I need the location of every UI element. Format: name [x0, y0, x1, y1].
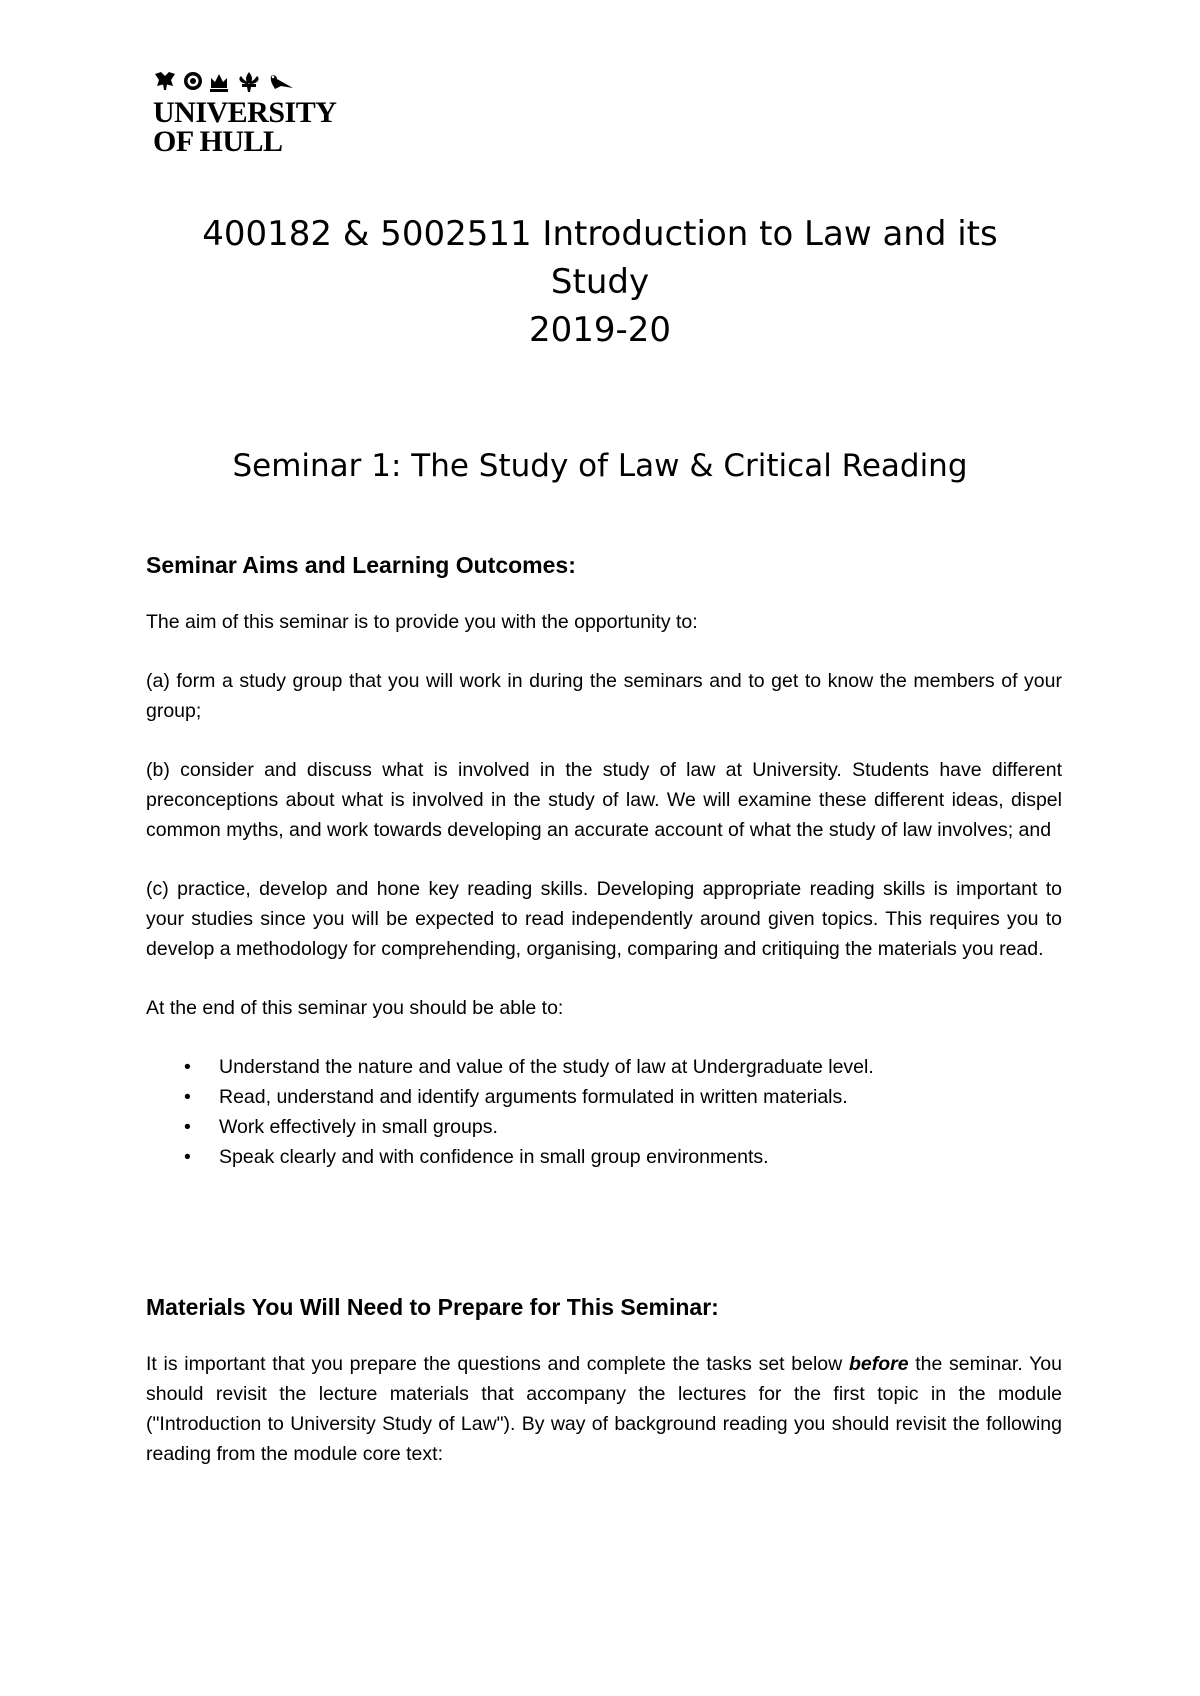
list-item: [146, 1112, 1062, 1142]
outcomes-list: [146, 1052, 1062, 1172]
outcome-text: Work effectively in small groups.: [219, 1116, 498, 1138]
aims-point-c: (c) practice, develop and hone key reading skills. Developing appropriate reading skills is important to your studies since you will be expected to read independently around given topics. This requires you to develop a methodology for comprehending, organising, comparing and critiquing the materials you read.: [146, 878, 1062, 960]
bullet-icon: •: [184, 1086, 191, 1108]
aims-intro: The aim of this seminar is to provide you with the opportunity to:: [146, 611, 698, 633]
materials-text-start: It is important that you prepare the questions and complete the tasks set below: [146, 1353, 849, 1375]
aims-point-a: (a) form a study group that you will work in during the seminars and to get to know the members of your group;: [146, 670, 1062, 722]
module-title-line-1: 400182 & 5002511 Introduction to Law and its: [202, 214, 998, 254]
materials-heading: Materials You Will Need to Prepare for This Seminar:: [146, 1294, 719, 1320]
outcome-text: Speak clearly and with confidence in small group environments.: [219, 1146, 769, 1168]
aims-heading: Seminar Aims and Learning Outcomes:: [146, 552, 576, 578]
logo-line-2: OF HULL: [153, 125, 283, 158]
module-title: [100, 210, 1100, 354]
module-title-line-2: Study: [550, 262, 650, 302]
academic-year: 2019-20: [528, 310, 672, 350]
materials-emphasis: before: [848, 1353, 909, 1375]
materials-section: [146, 1292, 1062, 1469]
materials-text-end: the seminar. You should revisit the lecture materials that accompany the lectures for the first topic in the module ("Introduction to University Study of Law"). By way of background reading you should revisit the following reading from the module core text:: [146, 1353, 1062, 1465]
university-logo: [153, 70, 363, 156]
list-item: [146, 1142, 1062, 1172]
materials-paragraph: [146, 1349, 1062, 1469]
university-name: [153, 98, 363, 156]
bullet-icon: •: [184, 1146, 191, 1168]
aims-section: [146, 550, 1062, 1172]
list-item: [146, 1082, 1062, 1112]
list-item: [146, 1052, 1062, 1082]
outcomes-intro: At the end of this seminar you should be able to:: [146, 997, 564, 1019]
logo-line-1: UNIVERSITY: [153, 96, 337, 129]
bullet-icon: •: [184, 1056, 191, 1078]
aims-point-b: (b) consider and discuss what is involved in the study of law at University. Students have different preconceptions about what is involved in the study of law. We will examine these different ideas, dispel common myths, and work towards developing an accurate account of what the study of law involves; and: [146, 759, 1062, 841]
outcome-text: Understand the nature and value of the study of law at Undergraduate level.: [219, 1056, 874, 1078]
outcome-text: Read, understand and identify arguments formulated in written materials.: [219, 1086, 848, 1108]
seminar-title: Seminar 1: The Study of Law & Critical Reading: [232, 448, 968, 484]
heraldic-emblems-icon: [153, 70, 303, 96]
bullet-icon: •: [184, 1116, 191, 1138]
